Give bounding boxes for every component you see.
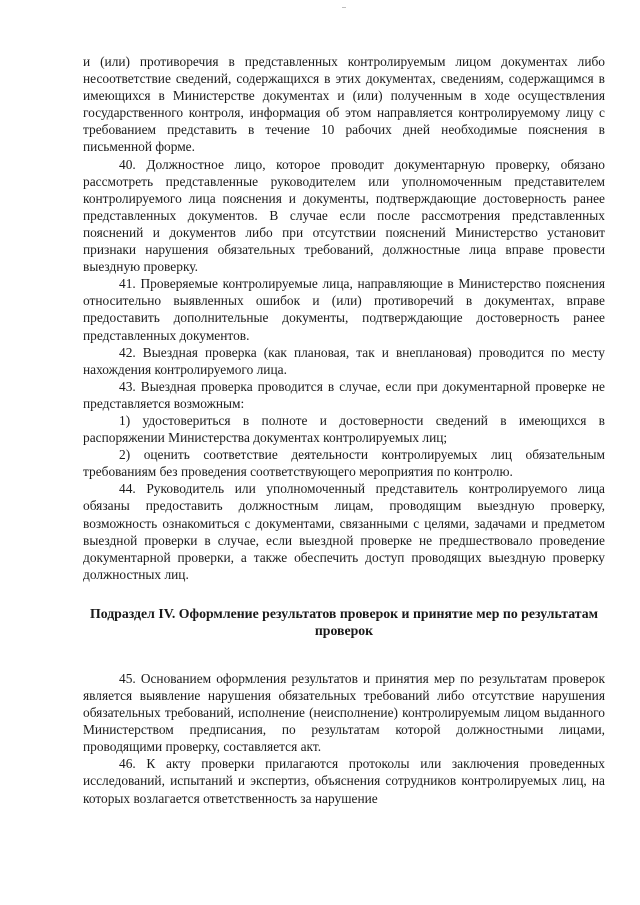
paragraph: 2) оценить соответствие деятельности контролируемых лиц обязательным требованиям без проведения соответствующего мероприятия по контролю. [83,447,605,480]
paragraph: 1) удостовериться в полноте и достоверности сведений в имеющихся в распоряжении Министерства документах контролируемых лиц; [83,412,605,446]
paragraphs-after-heading [83,670,605,807]
paragraph: 40. Должностное лицо, которое проводит документарную проверку, обязано рассмотреть представленные руководителем или уполномоченным представителем контролируемого лица пояснения и документы, подтверждающие достоверность ранее представленных документов. В случае если после рассмотрения представленных пояснений и документов либо при отсутствии пояснений Министерство установит признаки нарушения обязательных требований, должностные лица вправе провести выездную проверку. [83,156,605,275]
paragraph: 45. Основанием оформления результатов и принятия мер по результатам проверок является выявление нарушения обязательных требований либо отсутствие нарушения обязательных требований, исполнение (неисполнение) контролируемым лицом выданного Министерством предписания, по результатам которой должностными лицами, проводящими проверку, составляется акт. [83,670,605,755]
section-heading: Подраздел IV. Оформление результатов проверок и принятие мер по результатам проверок [89,605,599,639]
paragraph: 41. Проверяемые контролируемые лица, направляющие в Министерство пояснения относительно выявленных ошибок и (или) противоречий в документах, вправе предоставить дополнительные документы, подтверждающие достоверность ранее представленных документов. [83,276,605,343]
top-scan-mark: .. [342,1,346,10]
paragraph: 43. Выездная проверка проводится в случае, если при документарной проверке не представляется возможным: [83,378,605,411]
paragraph: и (или) противоречия в представленных контролируемым лицом документах либо несоответствие сведений, содержащихся в этих документах, сведениям, содержащимся в имеющихся в Министерстве документах и (или) полученным в ходе осуществления государственного контроля, информация об этом направляется контролируемому лицу с требованием представить в течение 10 рабочих дней необходимые пояснения в письменной форме. [83,54,605,155]
paragraph: 44. Руководитель или уполномоченный представитель контролируемого лица обязаны предоставить должностным лицам, проводящим выездную проверку, возможность ознакомиться с документами, связанными с целями, задачами и предметом выездной проверки в случае, если выездной проверке не предшествовало проведение документарной проверки, а также обеспечить доступ проводящих выездную проверку должностных лиц. [83,481,605,582]
paragraphs-before-heading [83,53,605,583]
paragraph: 46. К акту проверки прилагаются протоколы или заключения проведенных исследований, испытаний и экспертиз, объяснения сотрудников контролируемых лиц, на которых возлагается ответственность за нарушение [83,756,605,806]
paragraph: 42. Выездная проверка (как плановая, так и внеплановая) проводится по месту нахождения контролируемого лица. [83,344,605,377]
document-body [83,53,605,807]
